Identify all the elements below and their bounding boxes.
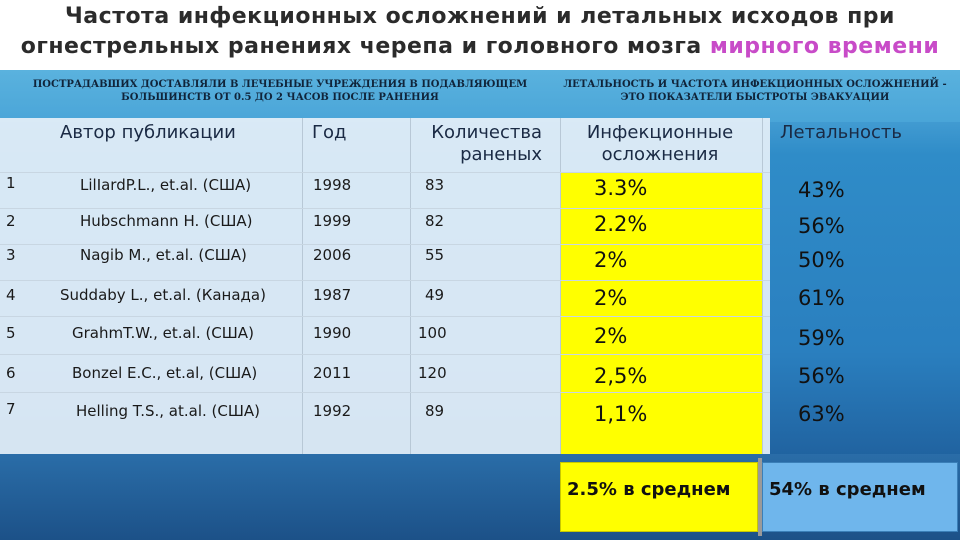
column-divider — [762, 118, 763, 454]
row-infection: 2,5% — [594, 364, 648, 388]
row-divider — [0, 244, 770, 245]
column-divider — [560, 118, 561, 454]
row-lethality: 61% — [798, 286, 845, 310]
row-infection: 2% — [594, 248, 628, 272]
row-author: LilIardP.L., et.al. (США) — [80, 176, 252, 194]
row-count: 89 — [425, 402, 445, 420]
row-year: 1992 — [313, 402, 352, 420]
row-infection: 2.2% — [594, 212, 648, 236]
row-number: 3 — [6, 246, 16, 264]
header-count: Количества раненых — [431, 122, 542, 165]
row-number: 2 — [6, 212, 16, 230]
row-number: 4 — [6, 286, 16, 304]
row-count: 100 — [418, 324, 447, 342]
row-author: Suddaby L., et.al. (Канада) — [60, 286, 266, 304]
row-year: 2006 — [313, 246, 352, 264]
header-year: Год — [312, 122, 347, 143]
row-divider — [0, 316, 770, 317]
row-author: Helling T.S., at.al. (США) — [76, 402, 260, 420]
title-line-2 — [0, 32, 960, 62]
row-year: 1999 — [313, 212, 352, 230]
row-number: 1 — [6, 174, 16, 192]
row-count: 55 — [425, 246, 445, 264]
row-lethality: 50% — [798, 248, 845, 272]
row-lethality: 59% — [798, 326, 845, 350]
row-count: 49 — [425, 286, 445, 304]
highlight-column — [560, 172, 762, 454]
row-count: 83 — [425, 176, 445, 194]
row-divider — [0, 392, 770, 393]
note-right: ЛЕТАЛЬНОСТЬ И ЧАСТОТА ИНФЕКЦИОННЫХ ОСЛОЖНЕНИЙ - ЭТО ПОКАЗАТЕЛИ БЫСТРОТЫ ЭВАКУАЦИИ — [563, 79, 947, 103]
summary-lethality: 54% в среднем — [762, 462, 958, 532]
row-lethality: 56% — [798, 214, 845, 238]
row-number: 7 — [6, 400, 16, 418]
row-lethality: 43% — [798, 178, 845, 202]
slide-title — [0, 2, 960, 68]
row-count: 120 — [418, 364, 447, 382]
row-year: 1990 — [313, 324, 352, 342]
row-lethality: 56% — [798, 364, 845, 388]
note-left: ПОСТРАДАВШИХ ДОСТАВЛЯЛИ В ЛЕЧЕБНЫЕ УЧРЕЖДЕНИЯ В ПОДАВЛЯЮЩЕМ БОЛЬШИНСТВ ОТ 0.5 ДО 2 ЧАСОВ ПОСЛЕ РАНЕНИЯ — [32, 79, 528, 103]
row-year: 1987 — [313, 286, 352, 304]
row-count: 82 — [425, 212, 445, 230]
row-divider — [0, 280, 770, 281]
row-year: 1998 — [313, 176, 352, 194]
column-divider — [410, 118, 411, 454]
row-infection: 2% — [594, 286, 628, 310]
row-number: 5 — [6, 324, 16, 342]
header-infection: Инфекционные осложнения — [586, 122, 734, 165]
row-divider — [0, 208, 770, 209]
row-number: 6 — [6, 364, 16, 382]
row-lethality: 63% — [798, 402, 845, 426]
summary-infection: 2.5% в среднем — [560, 462, 758, 532]
row-year: 2011 — [313, 364, 352, 382]
header-lethality: Летальность — [780, 122, 903, 143]
row-author: Hubschmann H. (США) — [80, 212, 253, 230]
row-author: GrahmT.W., et.al. (США) — [72, 324, 254, 342]
row-infection: 2% — [594, 324, 628, 348]
row-divider — [0, 354, 770, 355]
title-line-2-prefix: огнестрельных ранениях черепа и головного мозга — [20, 34, 710, 59]
row-divider — [0, 172, 770, 173]
title-highlight: мирного времени — [709, 34, 940, 59]
row-infection: 3.3% — [594, 176, 648, 200]
column-divider — [302, 118, 303, 454]
title-line-1: Частота инфекционных осложнений и летальных исходов при — [65, 4, 895, 29]
header-author: Автор публикации — [60, 122, 236, 143]
row-author: Nagib M., et.al. (США) — [80, 246, 247, 264]
row-infection: 1,1% — [594, 402, 648, 426]
row-author: Bonzel E.C., et.al, (США) — [72, 364, 258, 382]
